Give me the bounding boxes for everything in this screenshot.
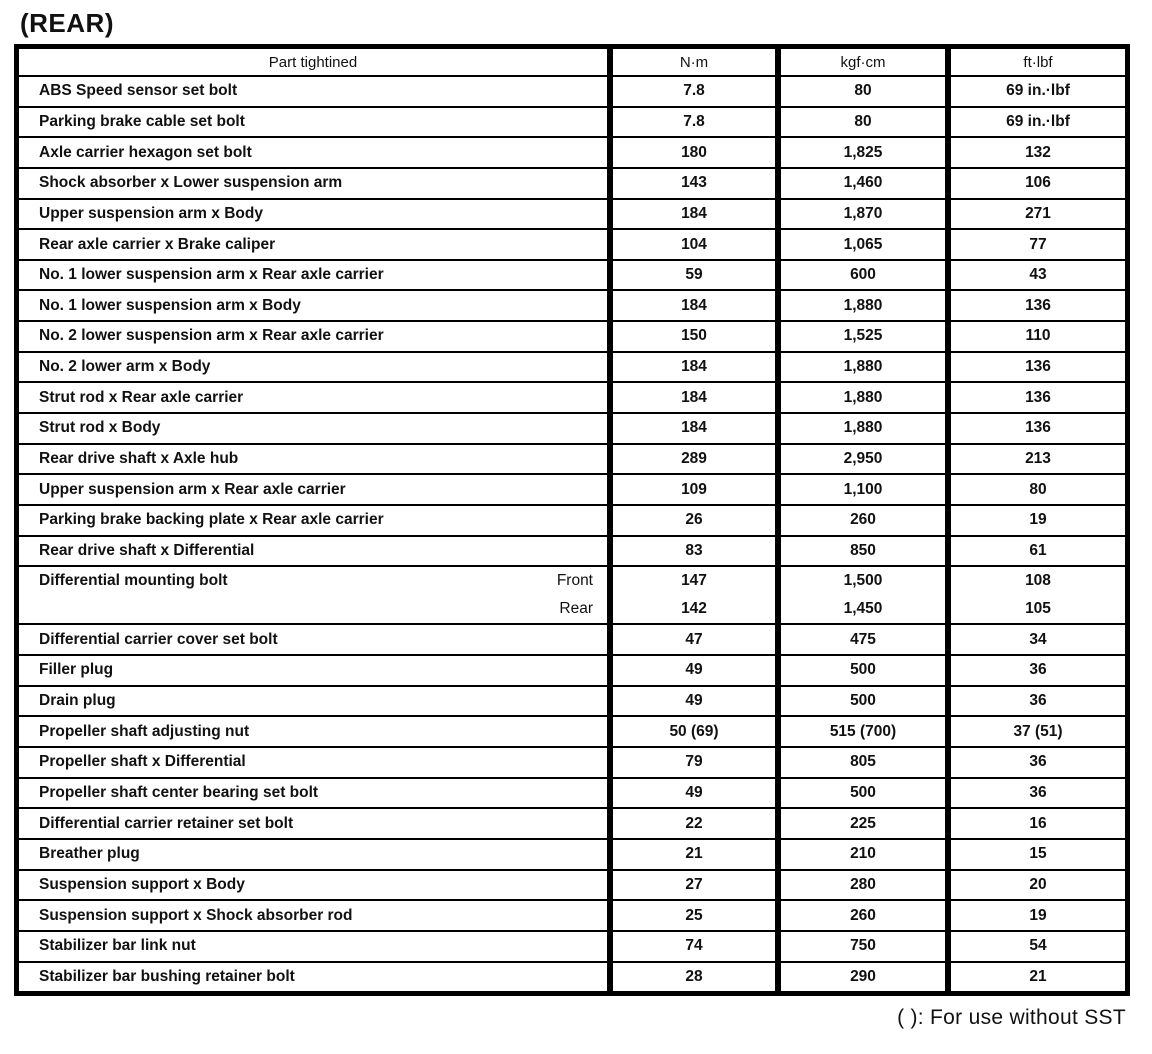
cell-kgf-cm: 290 bbox=[778, 962, 948, 991]
cell-kgf-cm: 80 bbox=[778, 76, 948, 107]
cell-kgf-cm: 1,100 bbox=[778, 474, 948, 505]
cell-ft-lbf: 36 bbox=[948, 686, 1125, 717]
cell-part-label: Propeller shaft center bearing set bolt bbox=[39, 783, 319, 801]
table-row bbox=[19, 229, 1125, 260]
cell-kgf-cm: 1,500 bbox=[778, 566, 948, 595]
cell-part-label: No. 1 lower suspension arm x Rear axle carrier bbox=[39, 266, 384, 284]
cell-part bbox=[19, 382, 610, 413]
cell-kgf-cm: 225 bbox=[778, 808, 948, 839]
cell-part bbox=[19, 168, 610, 199]
cell-part-label: Strut rod x Rear axle carrier bbox=[39, 388, 244, 406]
table-row bbox=[19, 808, 1125, 839]
cell-part bbox=[19, 624, 610, 655]
cell-nm: 26 bbox=[610, 505, 778, 536]
cell-ft-lbf: 271 bbox=[948, 199, 1125, 230]
cell-part-label: Propeller shaft x Differential bbox=[39, 753, 246, 771]
table-row bbox=[19, 686, 1125, 717]
cell-ft-lbf: 213 bbox=[948, 444, 1125, 475]
cell-kgf-cm: 600 bbox=[778, 260, 948, 291]
cell-part bbox=[19, 931, 610, 962]
table-row bbox=[19, 76, 1125, 107]
cell-kgf-cm: 1,880 bbox=[778, 352, 948, 383]
cell-nm: 142 bbox=[610, 595, 778, 624]
cell-part-label: Axle carrier hexagon set bolt bbox=[39, 143, 252, 161]
cell-ft-lbf: 16 bbox=[948, 808, 1125, 839]
cell-part-label: Stabilizer bar bushing retainer bolt bbox=[39, 967, 295, 985]
table-row bbox=[19, 290, 1125, 321]
cell-part bbox=[19, 716, 610, 747]
cell-ft-lbf: 54 bbox=[948, 931, 1125, 962]
cell-ft-lbf: 105 bbox=[948, 595, 1125, 624]
header-part: Part tightined bbox=[19, 49, 610, 76]
cell-part-label: Strut rod x Body bbox=[39, 419, 161, 437]
cell-ft-lbf: 69 in.·lbf bbox=[948, 76, 1125, 107]
cell-ft-lbf: 21 bbox=[948, 962, 1125, 991]
cell-ft-lbf: 19 bbox=[948, 505, 1125, 536]
cell-nm: 184 bbox=[610, 413, 778, 444]
cell-part bbox=[19, 839, 610, 870]
table-row bbox=[19, 595, 1125, 624]
cell-part-label: Filler plug bbox=[39, 661, 114, 679]
cell-ft-lbf: 136 bbox=[948, 290, 1125, 321]
cell-part bbox=[19, 413, 610, 444]
cell-part-label: Propeller shaft adjusting nut bbox=[39, 722, 250, 740]
table-row bbox=[19, 352, 1125, 383]
table-row bbox=[19, 778, 1125, 809]
cell-nm: 143 bbox=[610, 168, 778, 199]
cell-nm: 47 bbox=[610, 624, 778, 655]
cell-nm: 79 bbox=[610, 747, 778, 778]
cell-ft-lbf: 36 bbox=[948, 747, 1125, 778]
cell-ft-lbf: 106 bbox=[948, 168, 1125, 199]
cell-part bbox=[19, 76, 610, 107]
cell-nm: 289 bbox=[610, 444, 778, 475]
header-nm: N·m bbox=[610, 49, 778, 76]
cell-kgf-cm: 805 bbox=[778, 747, 948, 778]
cell-kgf-cm: 1,880 bbox=[778, 413, 948, 444]
cell-nm: 21 bbox=[610, 839, 778, 870]
cell-ft-lbf: 20 bbox=[948, 870, 1125, 901]
table-row bbox=[19, 536, 1125, 567]
cell-nm: 184 bbox=[610, 199, 778, 230]
cell-part bbox=[19, 962, 610, 991]
cell-kgf-cm: 1,525 bbox=[778, 321, 948, 352]
cell-position: Rear bbox=[559, 600, 593, 618]
cell-part-label: ABS Speed sensor set bolt bbox=[39, 82, 238, 100]
cell-ft-lbf: 69 in.·lbf bbox=[948, 107, 1125, 138]
cell-kgf-cm: 750 bbox=[778, 931, 948, 962]
cell-part-label: Breather plug bbox=[39, 845, 140, 863]
cell-nm: 184 bbox=[610, 382, 778, 413]
table-row bbox=[19, 962, 1125, 991]
cell-position: Front bbox=[556, 572, 593, 590]
cell-kgf-cm: 2,950 bbox=[778, 444, 948, 475]
cell-part-label: Rear axle carrier x Brake caliper bbox=[39, 235, 276, 253]
cell-kgf-cm: 475 bbox=[778, 624, 948, 655]
cell-part-label: Shock absorber x Lower suspension arm bbox=[39, 174, 343, 192]
cell-part bbox=[19, 474, 610, 505]
cell-ft-lbf: 37 (51) bbox=[948, 716, 1125, 747]
cell-part bbox=[19, 290, 610, 321]
cell-nm: 7.8 bbox=[610, 76, 778, 107]
cell-part-label: Rear drive shaft x Differential bbox=[39, 541, 255, 559]
cell-kgf-cm: 1,880 bbox=[778, 290, 948, 321]
cell-part-label: Suspension support x Body bbox=[39, 875, 245, 893]
cell-ft-lbf: 108 bbox=[948, 566, 1125, 595]
cell-ft-lbf: 61 bbox=[948, 536, 1125, 567]
cell-part bbox=[19, 107, 610, 138]
cell-kgf-cm: 500 bbox=[778, 686, 948, 717]
table-row bbox=[19, 900, 1125, 931]
cell-part bbox=[19, 686, 610, 717]
cell-ft-lbf: 132 bbox=[948, 137, 1125, 168]
cell-part bbox=[19, 655, 610, 686]
cell-part-label: Stabilizer bar link nut bbox=[39, 937, 196, 955]
cell-nm: 22 bbox=[610, 808, 778, 839]
cell-part bbox=[19, 352, 610, 383]
cell-ft-lbf: 77 bbox=[948, 229, 1125, 260]
cell-part-label: Upper suspension arm x Rear axle carrier bbox=[39, 480, 346, 498]
table-row bbox=[19, 747, 1125, 778]
table-row bbox=[19, 716, 1125, 747]
table-row bbox=[19, 137, 1125, 168]
cell-kgf-cm: 500 bbox=[778, 778, 948, 809]
cell-part-label: Differential mounting bolt bbox=[39, 572, 228, 590]
cell-part-label: No. 1 lower suspension arm x Body bbox=[39, 296, 301, 314]
table-body bbox=[19, 76, 1125, 991]
cell-part-label: Rear drive shaft x Axle hub bbox=[39, 450, 239, 467]
cell-part bbox=[19, 505, 610, 536]
table-row bbox=[19, 260, 1125, 291]
cell-nm: 147 bbox=[610, 566, 778, 595]
torque-specification-table bbox=[19, 49, 1125, 991]
cell-part bbox=[19, 778, 610, 809]
table-row bbox=[19, 474, 1125, 505]
cell-ft-lbf: 36 bbox=[948, 778, 1125, 809]
cell-nm: 49 bbox=[610, 778, 778, 809]
cell-nm: 180 bbox=[610, 137, 778, 168]
cell-part-label: Suspension support x Shock absorber rod bbox=[39, 906, 353, 924]
cell-part bbox=[19, 321, 610, 352]
cell-part bbox=[19, 870, 610, 901]
cell-ft-lbf: 136 bbox=[948, 413, 1125, 444]
cell-nm: 74 bbox=[610, 931, 778, 962]
cell-kgf-cm: 1,825 bbox=[778, 137, 948, 168]
cell-kgf-cm: 850 bbox=[778, 536, 948, 567]
table-row bbox=[19, 413, 1125, 444]
cell-nm: 28 bbox=[610, 962, 778, 991]
cell-part-label: No. 2 lower suspension arm x Rear axle carrier bbox=[39, 327, 384, 345]
cell-kgf-cm: 280 bbox=[778, 870, 948, 901]
cell-part-label: Parking brake backing plate x Rear axle carrier bbox=[39, 511, 384, 529]
cell-part bbox=[19, 566, 610, 595]
cell-nm: 184 bbox=[610, 290, 778, 321]
cell-part bbox=[19, 900, 610, 931]
cell-ft-lbf: 136 bbox=[948, 382, 1125, 413]
table-row bbox=[19, 444, 1125, 475]
table-row bbox=[19, 566, 1125, 595]
cell-nm: 109 bbox=[610, 474, 778, 505]
cell-part-label: Differential carrier retainer set bolt bbox=[39, 814, 294, 832]
cell-kgf-cm: 500 bbox=[778, 655, 948, 686]
cell-nm: 59 bbox=[610, 260, 778, 291]
cell-kgf-cm: 1,870 bbox=[778, 199, 948, 230]
torque-table-frame bbox=[14, 44, 1130, 996]
cell-kgf-cm: 1,450 bbox=[778, 595, 948, 624]
page-title: (REAR) bbox=[20, 8, 114, 38]
table-row bbox=[19, 655, 1125, 686]
cell-part bbox=[19, 229, 610, 260]
cell-nm: 49 bbox=[610, 686, 778, 717]
cell-part-label: No. 2 lower arm x Body bbox=[39, 358, 211, 376]
table-row bbox=[19, 382, 1125, 413]
cell-nm: 184 bbox=[610, 352, 778, 383]
table-row bbox=[19, 624, 1125, 655]
cell-part bbox=[19, 808, 610, 839]
cell-ft-lbf: 43 bbox=[948, 260, 1125, 291]
cell-part bbox=[19, 595, 610, 624]
header-kgf-cm: kgf·cm bbox=[778, 49, 948, 76]
table-row bbox=[19, 870, 1125, 901]
cell-ft-lbf: 15 bbox=[948, 839, 1125, 870]
cell-kgf-cm: 515 (700) bbox=[778, 716, 948, 747]
cell-part bbox=[19, 137, 610, 168]
cell-part-label: Parking brake cable set bolt bbox=[39, 112, 245, 130]
cell-ft-lbf: 34 bbox=[948, 624, 1125, 655]
cell-part bbox=[19, 747, 610, 778]
cell-ft-lbf: 36 bbox=[948, 655, 1125, 686]
table-row bbox=[19, 168, 1125, 199]
cell-ft-lbf: 80 bbox=[948, 474, 1125, 505]
cell-ft-lbf: 19 bbox=[948, 900, 1125, 931]
cell-part bbox=[19, 536, 610, 567]
table-row bbox=[19, 321, 1125, 352]
cell-kgf-cm: 210 bbox=[778, 839, 948, 870]
cell-kgf-cm: 80 bbox=[778, 107, 948, 138]
cell-part-label: Differential carrier cover set bolt bbox=[39, 630, 278, 648]
cell-ft-lbf: 136 bbox=[948, 352, 1125, 383]
cell-nm: 150 bbox=[610, 321, 778, 352]
cell-kgf-cm: 1,880 bbox=[778, 382, 948, 413]
table-row bbox=[19, 839, 1125, 870]
cell-part-label: Upper suspension arm x Body bbox=[39, 204, 263, 222]
cell-part bbox=[19, 260, 610, 291]
cell-nm: 25 bbox=[610, 900, 778, 931]
cell-part-label: Drain plug bbox=[39, 692, 116, 710]
cell-kgf-cm: 260 bbox=[778, 900, 948, 931]
cell-kgf-cm: 1,065 bbox=[778, 229, 948, 260]
cell-part bbox=[19, 444, 610, 475]
cell-nm: 7.8 bbox=[610, 107, 778, 138]
cell-nm: 27 bbox=[610, 870, 778, 901]
table-header-row bbox=[19, 49, 1125, 76]
cell-nm: 50 (69) bbox=[610, 716, 778, 747]
cell-nm: 104 bbox=[610, 229, 778, 260]
header-ft-lbf: ft·lbf bbox=[948, 49, 1125, 76]
cell-nm: 49 bbox=[610, 655, 778, 686]
cell-kgf-cm: 260 bbox=[778, 505, 948, 536]
table-row bbox=[19, 931, 1125, 962]
cell-ft-lbf: 110 bbox=[948, 321, 1125, 352]
table-row bbox=[19, 199, 1125, 230]
cell-part bbox=[19, 199, 610, 230]
footnote: ( ): For use without SST bbox=[897, 1006, 1126, 1029]
table-row bbox=[19, 505, 1125, 536]
cell-kgf-cm: 1,460 bbox=[778, 168, 948, 199]
cell-nm: 83 bbox=[610, 536, 778, 567]
table-row bbox=[19, 107, 1125, 138]
